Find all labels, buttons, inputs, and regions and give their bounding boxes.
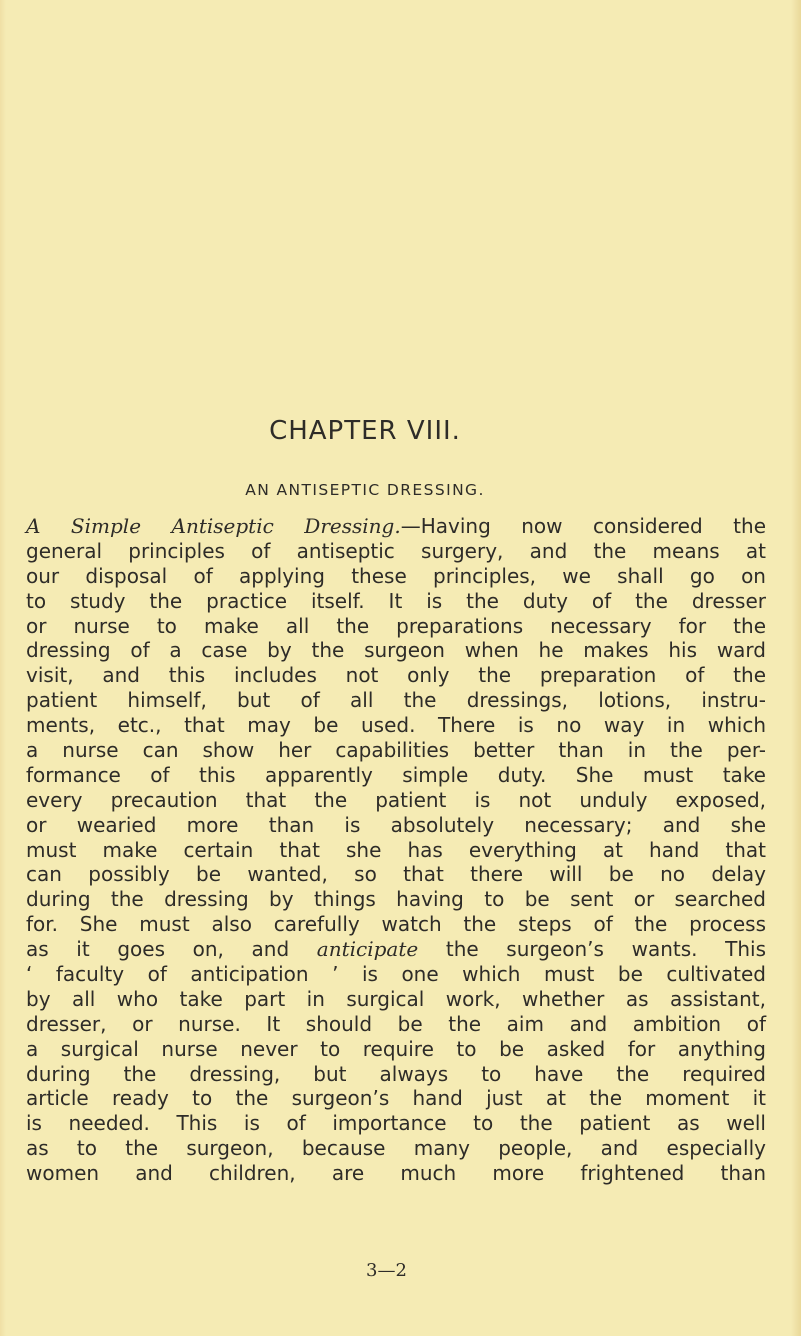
anticipate-after: the surgeon’s wants. This [418, 937, 766, 962]
text-line: visit, and this includes not only the preparation of the [26, 663, 766, 688]
text-line: as to the surgeon, because many people, and especially [26, 1136, 766, 1161]
text-line: a nurse can show her capabilities better than in the per- [26, 738, 766, 763]
text-line: is needed. This is of importance to the patient as well [26, 1111, 766, 1136]
lead-rest-text: —Having now considered the [400, 514, 766, 538]
text-line: can possibly be wanted, so that there will be no delay [26, 862, 766, 887]
text-line: by all who take part in surgical work, whether as assistant, [26, 986, 766, 1011]
text-line: dressing of a case by the surgeon when he makes his ward [26, 638, 766, 663]
text-line: ments, etc., that may be used. There is no way in which [26, 713, 766, 738]
text-line: article ready to the surgeon’s hand just at the moment it [26, 1086, 766, 1111]
signature-mark: 3—2 [366, 1260, 407, 1281]
text-line: to study the practice itself. It is the duty of the dresser [26, 588, 766, 613]
text-line-lead [26, 514, 766, 539]
anticipate-italic: anticipate [316, 937, 419, 962]
anticipate-before: as it goes on, and [26, 937, 317, 962]
text-line: formance of this apparently simple duty. She must take [26, 762, 766, 787]
text-line: or nurse to make all the preparations necessary for the [26, 613, 766, 638]
body-paragraph [26, 514, 766, 1186]
text-line: a surgical nurse never to require to be asked for anything [26, 1036, 766, 1061]
page-edge-left [0, 0, 6, 1336]
text-line: must make certain that she has everything at hand that [26, 837, 766, 862]
chapter-title: CHAPTER VIII. [269, 416, 461, 446]
text-line: ‘ faculty of anticipation ’ is one which must be cultivated [26, 962, 766, 987]
text-line: women and children, are much more frightened than [26, 1161, 766, 1186]
text-line: patient himself, but of all the dressings, lotions, instru- [26, 688, 766, 713]
text-line: or wearied more than is absolutely necessary; and she [26, 812, 766, 837]
text-line: every precaution that the patient is not unduly exposed, [26, 787, 766, 812]
section-title: AN ANTISEPTIC DRESSING. [245, 481, 485, 499]
page-edge-right [791, 0, 801, 1336]
lead-italic-heading: A Simple Antiseptic Dressing. [26, 514, 401, 538]
text-line: during the dressing, but always to have the required [26, 1061, 766, 1086]
text-line: general principles of antiseptic surgery, and the means at [26, 538, 766, 563]
text-line: our disposal of applying these principles, we shall go on [26, 563, 766, 588]
text-line-anticipate [26, 937, 766, 962]
text-line: for. She must also carefully watch the steps of the process [26, 912, 766, 937]
text-line: dresser, or nurse. It should be the aim and ambition of [26, 1011, 766, 1036]
text-line: during the dressing by things having to be sent or searched [26, 887, 766, 912]
